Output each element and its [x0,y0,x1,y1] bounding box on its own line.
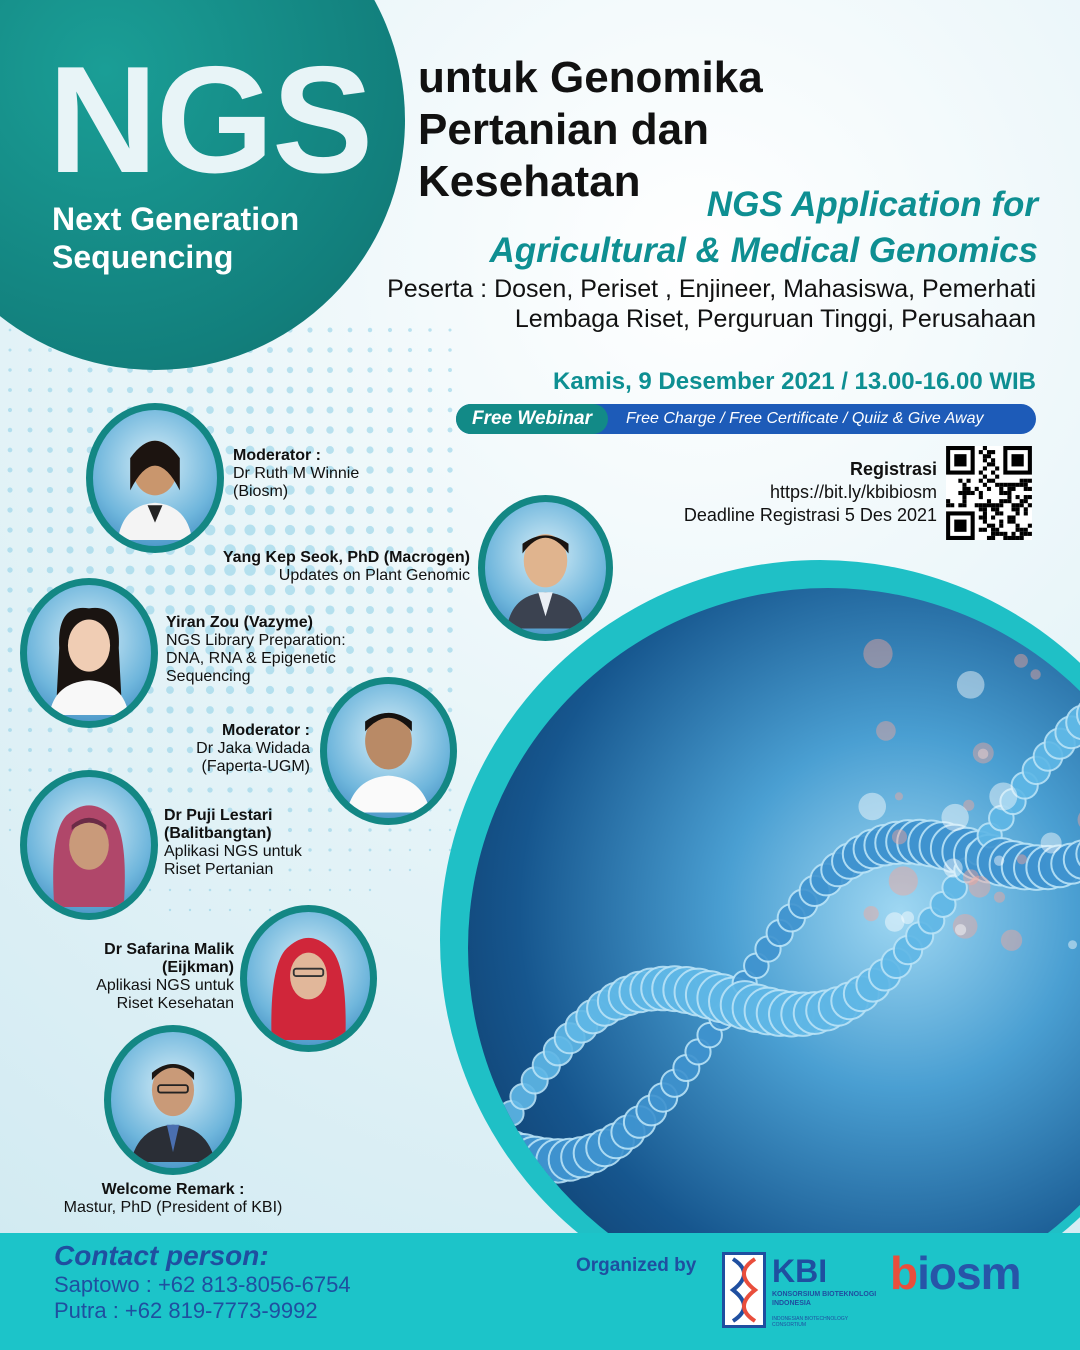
contact-heading: Contact person: [54,1240,269,1271]
english-title-line1: NGS Application for [706,185,1038,224]
speaker-org: (Faperta-UGM) [201,758,310,775]
speaker-name: Mastur, PhD (President of KBI) [63,1199,283,1216]
speaker-role: Moderator : [222,722,310,739]
person-icon [93,410,217,546]
participants-line2: Lembaga Riset, Perguruan Tinggi, Perusahaan [514,305,1036,333]
kbi-text: KBI [772,1253,828,1289]
person-icon [247,912,370,1045]
person-icon [27,777,151,913]
free-webinar-badge: Free Webinar [456,404,608,434]
speaker-puji-lestari [164,807,302,879]
registration-link[interactable]: https://bit.ly/kbibiosm [769,482,937,502]
avatar-yiran-zou [20,578,158,728]
person-icon [327,684,450,818]
person-icon [27,585,151,721]
speaker-topic-line1: Aplikasi NGS untuk [164,843,302,860]
contact-phone-saptowo[interactable]: Saptowo : +62 813-8056-6754 [54,1272,351,1297]
biosm-logo [890,1246,1020,1300]
registration-deadline: Deadline Registrasi 5 Des 2021 [683,505,937,525]
title-line3: Kesehatan [418,157,641,206]
speaker-org: (Biosm) [233,483,289,500]
contact-phone-putra[interactable]: Putra : +62 819-7773-9992 [54,1298,318,1323]
speaker-topic-line1: NGS Library Preparation: [166,632,346,649]
avatar-mastur [104,1025,242,1175]
avatar-jaka-widada [320,677,457,825]
avatar-safarina-malik [240,905,377,1052]
avatar-ruth-winnie [86,403,224,553]
title-line2: Pertanian dan [418,105,709,154]
participants-line1: Peserta : Dosen, Periset , Enjineer, Mahasiswa, Pemerhati [387,275,1036,303]
biosm-logo-b: b [890,1247,918,1299]
speaker-mastur [60,1181,286,1217]
kbi-logo-mark [722,1252,766,1328]
speaker-role: Welcome Remark : [101,1181,245,1198]
registration-label: Registrasi [849,459,937,479]
title-line1: untuk Genomika [418,53,763,102]
speaker-topic-line1: Aplikasi NGS untuk [96,977,234,994]
qr-code-icon [946,446,1032,540]
speaker-name: Yang Kep Seok, PhD (Macrogen) [222,549,470,566]
speaker-topic-line2: Riset Kesehatan [116,995,234,1012]
kbi-subtitle-line2: INDONESIA [772,1300,811,1307]
speaker-ruth-winnie [233,447,359,501]
english-title-line2: Agricultural & Medical Genomics [489,231,1038,270]
person-icon [111,1032,235,1168]
event-date: Kamis, 9 Desember 2021 / 13.00-16.00 WIB [553,368,1036,395]
speaker-name-line2: (Eijkman) [161,959,234,976]
ngs-full-name [52,200,299,276]
ngs-acronym: NGS [48,35,372,205]
english-title [490,182,1038,274]
biosm-logo-rest: iosm [917,1247,1021,1299]
person-icon [485,502,606,634]
avatar-puji-lestari [20,770,158,920]
registration-info [684,458,937,527]
speaker-yiran-zou [166,614,346,686]
speaker-name: Yiran Zou (Vazyme) [166,614,313,631]
speaker-jaka-widada [196,722,310,776]
speaker-topic-line2: DNA, RNA & Epigenetic [166,650,336,667]
participants [387,274,1036,334]
speaker-yang-kep-seok [223,549,470,585]
speaker-name-line2: (Balitbangtan) [164,825,272,842]
speaker-topic: Updates on Plant Genomic [278,567,470,584]
speaker-name-line1: Dr Puji Lestari [164,807,273,824]
kbi-english-name: INDONESIAN BIOTECHNOLOGY CONSORTIUM [772,1316,849,1328]
kbi-subtitle [772,1290,876,1308]
avatar-yang-kep-seok [478,495,613,641]
ngs-full-line2: Sequencing [52,239,234,275]
dna-logo-icon [725,1255,763,1325]
kbi-subtitle-line1: KONSORSIUM BIOTEKNOLOGI [772,1291,877,1298]
webinar-perks: Free Charge / Free Certificate / Quiiz & Give Away [626,410,984,427]
speaker-role: Moderator : [233,447,321,464]
speaker-name: Dr Jaka Widada [196,740,310,757]
speaker-safarina-malik [96,941,234,1013]
organized-by-label: Organized by [576,1255,697,1276]
kbi-logo [722,1252,882,1330]
qr-code[interactable] [946,446,1032,540]
ngs-full-line1: Next Generation [52,201,300,237]
speaker-name-line1: Dr Safarina Malik [104,941,234,958]
speaker-name: Dr Ruth M Winnie [233,465,360,482]
speaker-topic-line3: Sequencing [166,668,251,685]
webinar-bar [456,404,1036,434]
speaker-topic-line2: Riset Pertanian [164,861,274,878]
contact-person [54,1240,351,1324]
